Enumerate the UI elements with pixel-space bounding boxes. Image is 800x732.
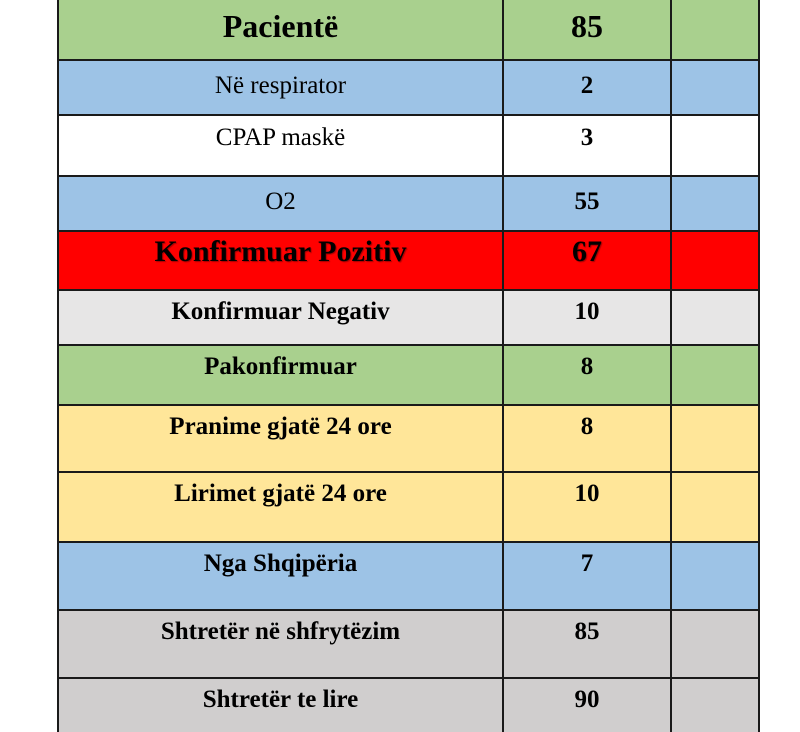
row-label: Nga Shqipëria xyxy=(203,550,358,577)
row-value: 10 xyxy=(574,480,600,507)
label-cell xyxy=(58,115,503,176)
extra-cell xyxy=(671,678,759,732)
label-cell xyxy=(58,60,503,115)
stats-table xyxy=(57,0,760,732)
extra-cell xyxy=(671,345,759,405)
value-cell xyxy=(503,115,671,176)
table-row xyxy=(58,405,759,472)
value-cell xyxy=(503,231,671,290)
value-cell xyxy=(503,345,671,405)
row-label: Konfirmuar Pozitiv xyxy=(154,235,407,268)
row-label: CPAP maskë xyxy=(215,124,346,151)
table-row xyxy=(58,0,759,60)
row-label: Shtretër te lire xyxy=(202,686,359,713)
row-value: 8 xyxy=(580,413,594,440)
row-value: 85 xyxy=(574,618,600,645)
extra-cell xyxy=(671,610,759,678)
row-label: Pranime gjatë 24 ore xyxy=(169,413,392,440)
extra-cell xyxy=(671,115,759,176)
table-row xyxy=(58,60,759,115)
label-cell xyxy=(58,405,503,472)
row-value: 3 xyxy=(580,124,594,151)
extra-cell xyxy=(671,231,759,290)
value-cell xyxy=(503,678,671,732)
table-row xyxy=(58,678,759,732)
row-label: O2 xyxy=(265,188,296,215)
row-value: 55 xyxy=(574,188,600,215)
extra-cell xyxy=(671,290,759,345)
row-label: Pacientë xyxy=(222,8,339,44)
table-row xyxy=(58,345,759,405)
table-row xyxy=(58,176,759,231)
value-cell xyxy=(503,0,671,60)
label-cell xyxy=(58,0,503,60)
table-row xyxy=(58,231,759,290)
value-cell xyxy=(503,60,671,115)
value-cell xyxy=(503,472,671,542)
table-row xyxy=(58,472,759,542)
extra-cell xyxy=(671,405,759,472)
label-cell xyxy=(58,290,503,345)
label-cell xyxy=(58,542,503,610)
row-label: Shtretër në shfrytëzim xyxy=(160,618,401,645)
table-row xyxy=(58,542,759,610)
row-value: 7 xyxy=(580,550,594,577)
value-cell xyxy=(503,290,671,345)
row-value: 8 xyxy=(580,353,594,380)
value-cell xyxy=(503,610,671,678)
extra-cell xyxy=(671,0,759,60)
value-cell xyxy=(503,405,671,472)
label-cell xyxy=(58,610,503,678)
row-value: 67 xyxy=(572,235,602,268)
row-label: Lirimet gjatë 24 ore xyxy=(174,480,387,507)
row-value: 85 xyxy=(571,8,603,44)
table-row xyxy=(58,115,759,176)
label-cell xyxy=(58,678,503,732)
label-cell xyxy=(58,345,503,405)
extra-cell xyxy=(671,542,759,610)
extra-cell xyxy=(671,60,759,115)
row-value: 90 xyxy=(574,686,600,713)
extra-cell xyxy=(671,472,759,542)
row-value: 10 xyxy=(574,298,600,325)
row-label: Pakonfirmuar xyxy=(204,353,357,380)
extra-cell xyxy=(671,176,759,231)
label-cell xyxy=(58,472,503,542)
value-cell xyxy=(503,176,671,231)
row-label: Konfirmuar Negativ xyxy=(171,298,390,325)
table-row xyxy=(58,610,759,678)
row-label: Në respirator xyxy=(214,72,347,99)
label-cell xyxy=(58,231,503,290)
value-cell xyxy=(503,542,671,610)
row-value: 2 xyxy=(580,72,594,99)
table-row xyxy=(58,290,759,345)
label-cell xyxy=(58,176,503,231)
